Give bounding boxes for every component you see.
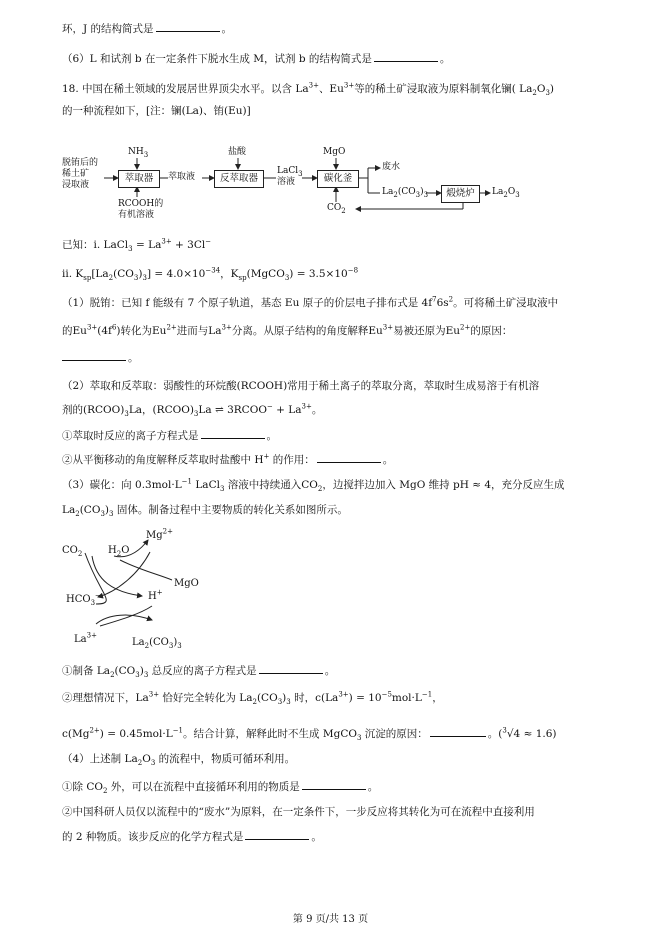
part-2-q1: ①萃取时反应的离子方程式是 。 (62, 430, 277, 442)
part-3-line-1: （3）碳化：向 $0.3mol\cdot L^{-1}$ LaCl$_3$ 溶液中持续通入$CO_2$，边搅拌边加入 MgO 维持 pH ≈ 4，充分反应生成 (62, 477, 565, 494)
text-line: 环，J 的结构简式是 。 (62, 23, 233, 35)
part-3-q3: $c(Mg^{2+}) = 0.45mol\cdot L^{-1}$。结合计算，解释此时不生成 MgCO$_3$ 沉淀的原因： 。($^3$√4 ≈ 1.6) (62, 726, 557, 743)
part-1-line-2: 的$Eu^{3+}(4f^6)$转化为$Eu^{2+}$进而与$La^{3+}$分离。从原子结构的角度解释$Eu^{3+}$易被还原为$Eu^{2+}$的原因： (62, 323, 513, 337)
known-info-2: ii. $K_{sp}[La_2(CO_3)_3] = 4.0\times 10^{-34}$，$K_{sp}(MgCO_3) = 3.5\times 10^{-8}$ (62, 266, 359, 283)
cycle-mgo: MgO (174, 578, 199, 589)
answer-blank[interactable] (302, 779, 366, 790)
rcooh-label: RCOOH的 有机溶液 (118, 199, 164, 220)
co2-recycle-label: $CO_2$ (327, 203, 346, 215)
answer-blank[interactable] (245, 829, 309, 840)
page-number: 第 9 页/共 13 页 (292, 914, 369, 925)
part-2-line-2: 剂的$(RCOO)_3La$，$(RCOO)_3La$ ⇌ 3RCOO− + $La^{3+}$。 (62, 402, 323, 419)
answer-blank[interactable] (259, 663, 323, 674)
la2co3-flow-label: $La_2(CO_3)_3$ (382, 187, 429, 199)
waste-water-label: 废水 (382, 162, 401, 172)
feed-label: 脱铕后的 稀土矿 浸取液 (62, 158, 99, 190)
part-3-q2: ②理想情况下，$La^{3+}$ 恰好完全转化为 $La_2(CO_3)_3$ 时，$c(La^{3+}) = 10^{-5}mol\cdot L^{-1}$， (62, 690, 443, 707)
question-6-line: （6）L 和试剂 b 在一定条件下脱水生成 M，试剂 b 的结构简式是 。 (62, 53, 451, 65)
part-3-line-2: $La_2(CO_3)_3$ 固体。制备过程中主要物质的转化关系如图所示。 (62, 504, 348, 519)
cycle-h2o: $H_2O$ (108, 545, 130, 558)
part-4-q2-line-2: 的 2 种物质。该步反应的化学方程式是 。 (62, 831, 322, 843)
cycle-la2co33: $La_2(CO_3)_3$ (132, 637, 182, 650)
nh3-label: $NH_3$ (128, 147, 149, 159)
back-extractor-box: 反萃取器 (214, 170, 264, 188)
question-18-intro: 18. 中国在稀土领域的发展居世界顶尖水平。以含 $La^{3+}$、$Eu^{3+}$等的稀土矿浸取液为原料制氧化镧( $La_2O_3$) (62, 81, 555, 98)
part-4-q2-line-1: ②中国科研人员仅以流程中的“废水”为原料，在一定条件下，一步反应将其转化为可在流程中直接利用 (62, 806, 535, 818)
cycle-hco3: $HCO_3^-$ (66, 591, 101, 607)
carbonizer-box: 碳化釜 (317, 170, 359, 188)
part-2-line-1: （2）萃取和反萃取：弱酸性的环烷酸(RCOOH)常用于稀土离子的萃取分离，萃取时生成易溶于有机溶 (62, 380, 540, 392)
cycle-la3plus: $La^{3+}$ (74, 631, 97, 645)
part-1-line-1: （1）脱铕：已知 f 能级有 7 个原子轨道，基态 Eu 原子的价层电子排布式是 $4f^76s^2$。可将稀土矿浸取液中 (62, 295, 559, 309)
part-4-q1: ①除 $CO_2$ 外，可以在流程中直接循环利用的物质是 。 (62, 781, 379, 796)
extractor-box: 萃取器 (118, 170, 160, 188)
part-1-line-3: 。 (62, 350, 642, 365)
part-4-intro: （4）上述制 $La_2O_3$ 的流程中，物质可循环利用。 (62, 753, 296, 768)
cycle-mg2plus: $Mg^{2+}$ (146, 527, 173, 541)
cycle-co2: $CO_2$ (62, 545, 83, 558)
part-2-q2: ②从平衡移动的角度解释反萃取时盐酸中 H+ 的作用： 。 (62, 452, 394, 466)
known-info-1: 已知：i. LaCl$_3$ = $La^{3+} + 3Cl^-$ (62, 237, 212, 254)
furnace-box: 煅烧炉 (441, 185, 480, 203)
cycle-h: H+ (148, 588, 163, 602)
part-3-q1: ①制备 $La_2(CO_3)_3$ 总反应的离子方程式是 。 (62, 665, 336, 680)
extract-liquid-label: 萃取液 (168, 172, 196, 182)
lacl3-solution-label: LaCl$_3$ 溶液 (277, 166, 303, 187)
hcl-label: 盐酸 (228, 147, 247, 157)
answer-blank[interactable] (430, 726, 486, 737)
mgo-label: MgO (323, 147, 346, 157)
question-18-note: 的一种流程如下，[注：镧(La)、铕(Eu)] (62, 105, 251, 117)
la2o3-product-label: $La_2O_3$ (492, 187, 520, 199)
